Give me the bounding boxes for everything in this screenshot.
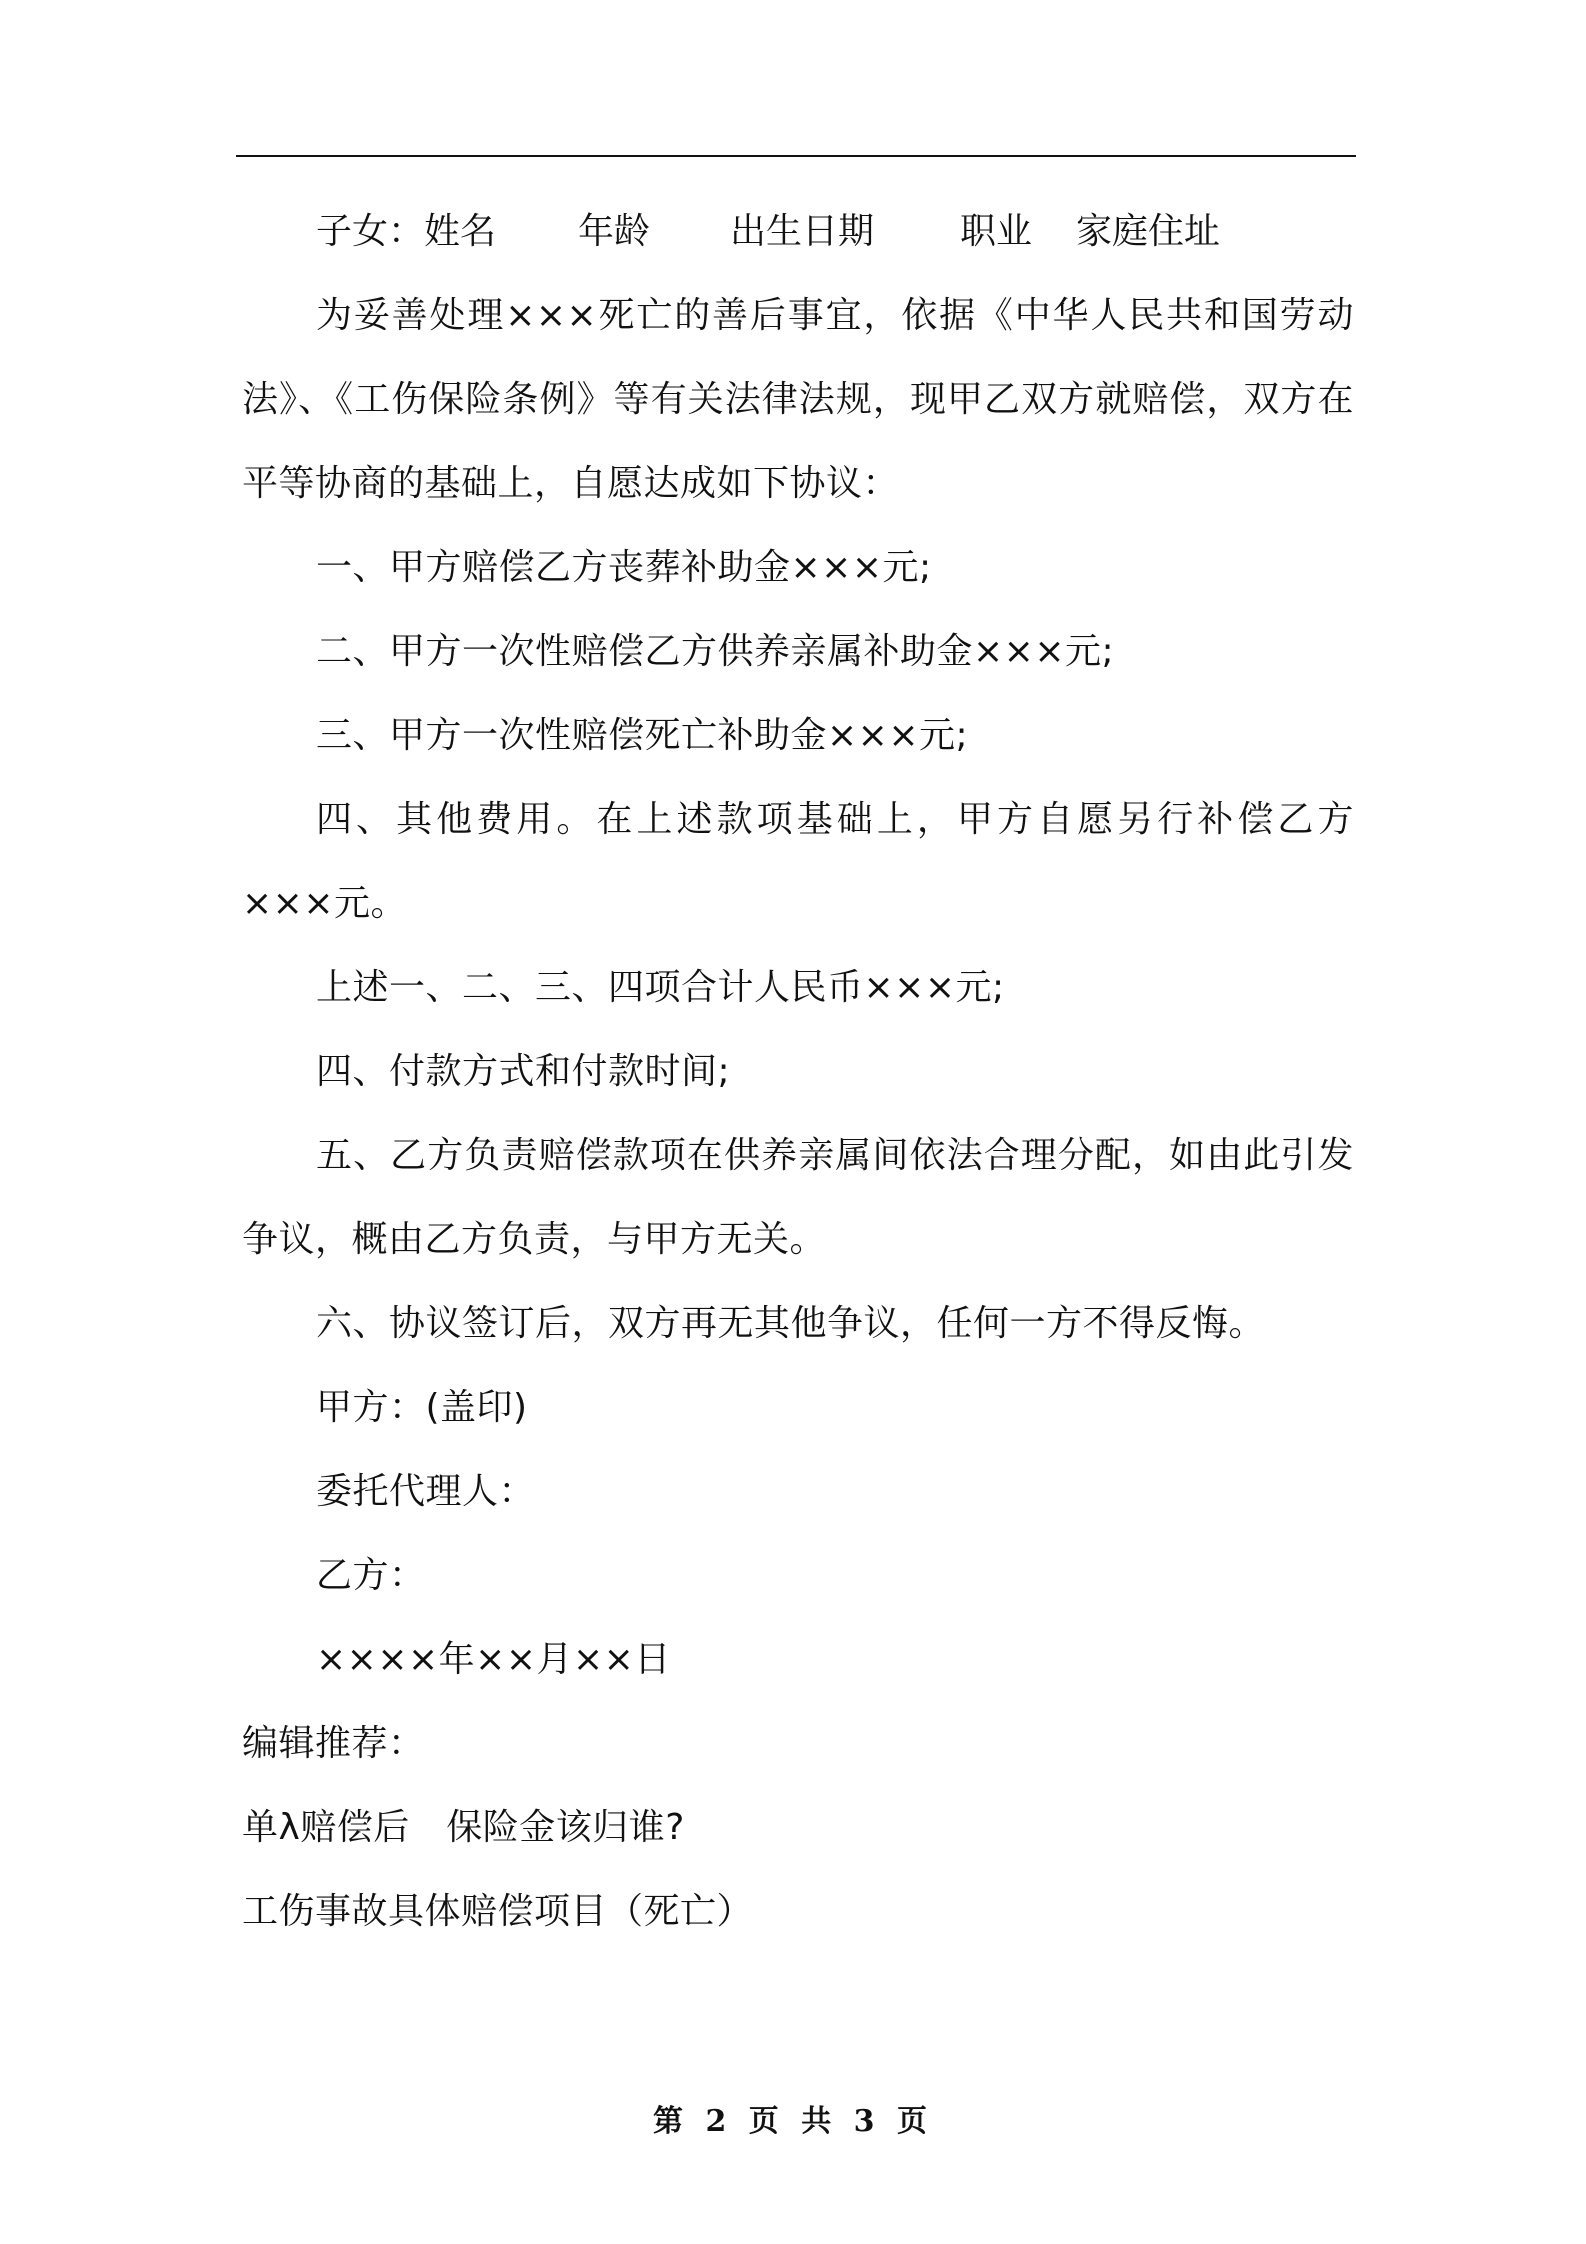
recommend-link-1[interactable]: 单λ赔偿后 保险金该归谁? bbox=[242, 1807, 685, 1848]
page-number-footer: 第 2 页 共 3 页 bbox=[653, 2104, 933, 2139]
children-info-header bbox=[242, 190, 1354, 274]
clause-1: 一、甲方赔偿乙方丧葬补助金×××元; bbox=[316, 547, 932, 588]
payment-clause: 四、付款方式和付款时间; bbox=[316, 1051, 731, 1092]
agent-line: 委托代理人： bbox=[316, 1471, 536, 1512]
column-address: 家庭住址 bbox=[1076, 211, 1221, 252]
children-label: 子女： bbox=[316, 211, 425, 252]
document-body bbox=[242, 190, 1354, 1954]
party-b-line: 乙方： bbox=[316, 1555, 426, 1596]
date-line: ××××年××月××日 bbox=[316, 1639, 671, 1680]
column-age: 年龄 bbox=[578, 211, 651, 252]
clause-5: 五、乙方负责赔偿款项在供养亲属间依法合理分配，如由此引发争议，概由乙方负责，与甲方无关。 bbox=[242, 1135, 1354, 1260]
column-birthdate: 出生日期 bbox=[730, 211, 875, 252]
column-occupation: 职业 bbox=[960, 211, 1033, 252]
recommend-link-2[interactable]: 工伤事故具体赔偿项目（死亡） bbox=[242, 1891, 754, 1932]
editor-recommend-label: 编辑推荐： bbox=[242, 1723, 425, 1764]
clause-6: 六、协议签订后，双方再无其他争议，任何一方不得反悔。 bbox=[316, 1303, 1266, 1344]
column-name: 姓名 bbox=[424, 211, 497, 252]
clause-3: 三、甲方一次性赔偿死亡补助金×××元; bbox=[316, 715, 969, 756]
clause-4: 四、其他费用。在上述款项基础上，甲方自愿另行补偿乙方×××元。 bbox=[242, 799, 1354, 924]
total-line: 上述一、二、三、四项合计人民币×××元; bbox=[316, 967, 1005, 1008]
clause-2: 二、甲方一次性赔偿乙方供养亲属补助金×××元; bbox=[316, 631, 1115, 672]
intro-paragraph: 为妥善处理×××死亡的善后事宜，依据《中华人民共和国劳动法》、《工伤保险条例》等有关法律法规，现甲乙双方就赔偿，双方在平等协商的基础上，自愿达成如下协议： bbox=[242, 295, 1354, 504]
header-rule bbox=[236, 155, 1356, 157]
party-a-seal: 甲方：(盖印) bbox=[316, 1387, 528, 1428]
